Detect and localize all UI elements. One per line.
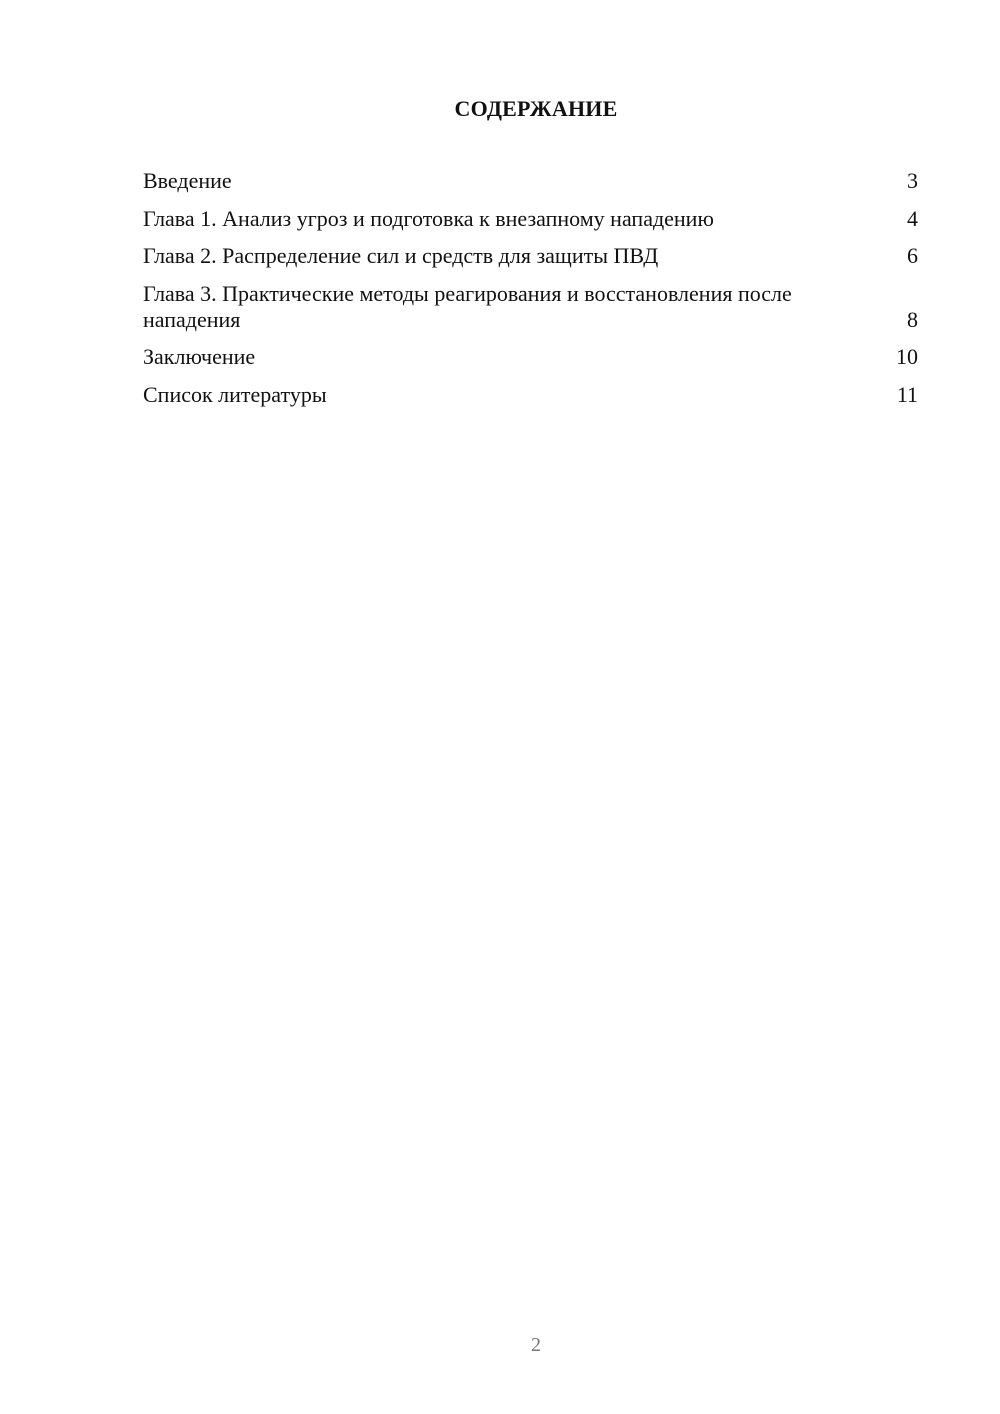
toc-entry-page: 6 (907, 243, 918, 268)
toc-entry-page: 3 (907, 168, 918, 193)
toc-entry-label: Введение (143, 168, 232, 193)
toc-entry-label: Заключение (143, 344, 256, 369)
toc-entry (143, 168, 918, 194)
toc-entry-page: 10 (896, 344, 918, 369)
toc-entry-label: Глава 3. Практические методы реагирования и восстановления после нападения (143, 280, 792, 332)
toc-entry-page: 8 (907, 306, 918, 332)
toc-entry-page: 4 (907, 205, 918, 231)
toc-entry (143, 243, 918, 269)
toc-entry-page: 11 (896, 381, 918, 407)
table-of-contents (143, 168, 918, 419)
page-number: 2 (531, 1334, 541, 1356)
toc-entry-label: Глава 1. Анализ угроз и подготовка к внезапному нападению (143, 205, 714, 231)
toc-entry (143, 206, 918, 232)
toc-entry (143, 344, 918, 370)
toc-entry (143, 382, 918, 408)
page-title: СОДЕРЖАНИЕ (454, 96, 618, 121)
toc-entry-label: Глава 2. Распределение сил и средств для защиты ПВД (143, 243, 659, 268)
toc-entry-label: Список литературы (143, 381, 327, 407)
toc-entry (143, 281, 918, 333)
